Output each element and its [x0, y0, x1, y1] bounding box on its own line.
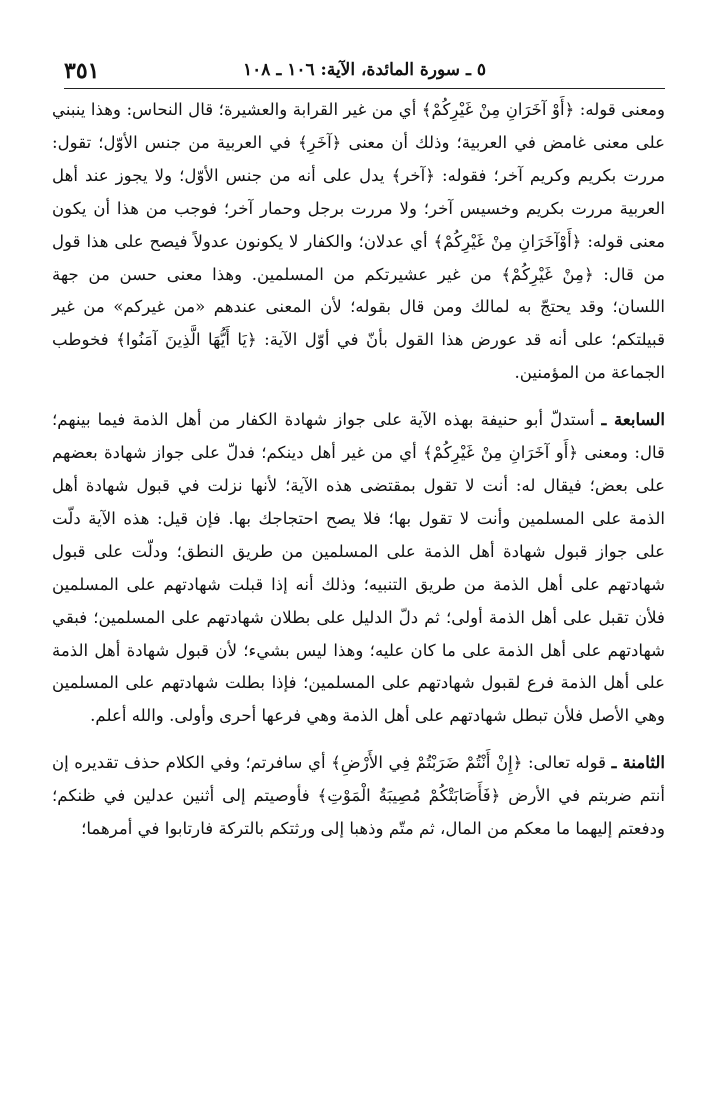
paragraph-eighth	[52, 746, 665, 846]
section-heading-eighth: الثامنة ـ	[611, 752, 666, 773]
paragraph-text: أستدلّ أبو حنيفة بهذه الآية على جواز شهادة الكفار من أهل الذمة فيما بينهم؛ قال: ومعنى ﴿أَو آخَرَانِ مِنْ غَيْرِكُمْ﴾ أي من غير أهل دينكم؛ فدلّ على جواز شهادة بعضهم على بعض؛ فيقال له: أنت لا تقول بمقتضى هذه الآية؛ لأنها نزلت في قبول شهادة أهل الذمة على المسلمين وأنت لا تقول بها؛ فلا يصح احتجاجك بها. فإن قيل: هذه الآية دلّت على جواز قبول شهادة أهل الذمة على المسلمين من طريق النطق؛ ودلّت على قبول شهادتهم على أهل الذمة من طريق التنبيه؛ وذلك أنه إذا قبلت شهادتهم على المسلمين فلأن تقبل على أهل الذمة أولى؛ ثم دلّ الدليل على بطلان شهادتهم على المسلمين؛ فبقي شهادتهم على أهل الذمة على ما كان عليه؛ وهذا ليس بشيء؛ لأن قبول شهادة أهل الذمة على أهل الذمة فرع لقبول شهادتهم على المسلمين؛ فإذا بطلت شهادتهم على المسلمين وهي الأصل فلأن تبطل شهادتهم على أهل الذمة وهي فرعها أحرى وأولى. والله أعلم.	[52, 410, 665, 726]
page-body	[52, 94, 665, 846]
page-number: ٣٥١	[64, 58, 100, 84]
paragraph-intro	[52, 94, 665, 390]
section-heading-seventh: السابعة ـ	[601, 409, 666, 430]
paragraph-text: ومعنى قوله: ﴿أَوْ آخَرَانِ مِنْ غَيْرِكُمْ﴾ أي من غير القرابة والعشيرة؛ قال النحاس: وهذا ينبني على معنى غامض في العربية؛ وذلك أن معنى ﴿آخَرِ﴾ في العربية من جنس الأوّل؛ تقول: مررت بكريم وكريم آخر؛ فقوله: ﴿آخر﴾ يدل على أنه من جنس الأوّل؛ ولا يجوز عند أهل العربية مررت بكريم وخسيس آخر؛ ولا مررت برجل وحمار آخر؛ فوجب من هذا أن يكون معنى قوله: ﴿أَوْآخَرَانِ مِنْ غَيْرِكُمْ﴾ أي عدلان؛ والكفار لا يكونون عدولاً فيصح على هذا قول من قال: ﴿مِنْ غَيْرِكُمْ﴾ من غير عشيرتكم من المسلمين. وهذا معنى حسن من جهة اللسان؛ وقد يحتجّ به لمالك ومن قال بقوله؛ لأن المعنى عندهم «من غيركم» من غير قبيلتكم؛ على أنه قد عورض هذا القول بأنّ في أوّل الآية: ﴿يَا أَيُّهَا الَّذِينَ آمَنُوا﴾ فخوطب الجماعة من المؤمنين.	[52, 100, 665, 383]
running-title: ٥ ـ سورة المائدة، الآية: ١٠٦ ـ ١٠٨	[243, 60, 486, 80]
paragraph-seventh	[52, 403, 665, 733]
paragraph-text: قوله تعالى: ﴿إِنْ أَنْتُمْ ضَرَبْتُمْ فِي الأَرْضِ﴾ أي سافرتم؛ وفي الكلام حذف تقديره إن أنتم ضربتم في الأرض ﴿فَأَصَابَتْكُمْ مُصِيبَةُ الْمَوْتِ﴾ فأوصيتم إلى أثنين عدلين في ظنكم؛ ودفعتم إليهما ما معكم من المال، ثم متّم وذهبا إلى ورثتكم بالتركة فارتابوا في أمرهما؛	[52, 753, 665, 839]
page-header	[64, 58, 665, 89]
